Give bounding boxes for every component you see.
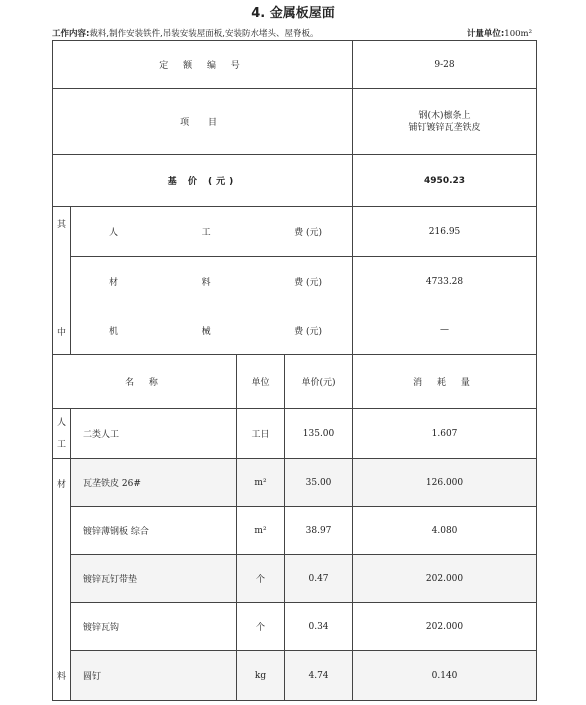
header-price: 单价(元) xyxy=(285,355,353,409)
breakdown-c1: 机 xyxy=(109,326,119,337)
item-row xyxy=(53,89,537,155)
breakdown-c2: 工 xyxy=(201,228,211,238)
material-name: 镀锌瓦钩 xyxy=(71,603,237,651)
material-row xyxy=(53,603,537,651)
item-label: 项 目 xyxy=(53,89,353,155)
quota-code-value: 9-28 xyxy=(353,41,537,89)
material-qty: 126.000 xyxy=(353,459,537,507)
measure-unit-label: 计量单位: xyxy=(466,29,505,39)
material-row xyxy=(53,459,537,507)
breakdown-c2: 械 xyxy=(201,326,211,337)
labor-row xyxy=(53,409,537,459)
breakdown-c1: 人 xyxy=(109,228,119,238)
material-unit: 个 xyxy=(237,603,285,651)
breakdown-row-material xyxy=(53,257,537,307)
material-qty: 202.000 xyxy=(353,555,537,603)
item-line-1: 钢(木)檩条上 xyxy=(418,110,471,121)
material-side-label xyxy=(53,459,71,701)
quota-code-label: 定 额 编 号 xyxy=(53,41,353,89)
material-price: 0.34 xyxy=(285,603,353,651)
material-row xyxy=(53,507,537,555)
labor-side-bottom: 工 xyxy=(56,439,66,450)
breakdown-value: 4733.28 xyxy=(353,257,537,307)
breakdown-c1: 材 xyxy=(109,278,119,289)
breakdown-value: — xyxy=(353,307,537,355)
work-scope-text: 裁料,制作安装铁件,吊装安装屋面板,安装防水堵头、屋脊板。 xyxy=(89,29,319,39)
material-qty: 4.080 xyxy=(353,507,537,555)
material-qty: 0.140 xyxy=(353,651,537,701)
material-unit: kg xyxy=(237,651,285,701)
breakdown-value: 216.95 xyxy=(353,207,537,257)
quota-code-row xyxy=(53,41,537,89)
item-description xyxy=(353,89,537,155)
material-qty: 202.000 xyxy=(353,603,537,651)
material-row xyxy=(53,555,537,603)
material-name: 镀锌薄钢板 综合 xyxy=(71,507,237,555)
breakdown-c3: 费 (元) xyxy=(294,278,323,289)
material-unit: m² xyxy=(237,507,285,555)
page-title: 4. 金属板屋面 xyxy=(251,6,335,21)
base-price-row xyxy=(53,155,537,207)
breakdown-side-label xyxy=(53,207,71,355)
material-price: 35.00 xyxy=(285,459,353,507)
labor-unit: 工日 xyxy=(237,409,285,459)
material-side-bottom: 料 xyxy=(56,672,66,682)
breakdown-item xyxy=(71,207,353,257)
work-scope xyxy=(52,27,319,39)
quota-table xyxy=(52,40,537,701)
breakdown-c3: 费 (元) xyxy=(294,326,323,337)
breakdown-item xyxy=(71,257,353,307)
breakdown-side-top: 其 xyxy=(56,220,66,230)
measure-unit xyxy=(467,27,532,39)
material-price: 4.74 xyxy=(285,651,353,701)
base-price-label: 基 价 (元) xyxy=(53,155,353,207)
item-line-2: 铺钉镀锌瓦垄铁皮 xyxy=(408,122,481,133)
header-name: 名 称 xyxy=(53,355,237,409)
detail-header-row xyxy=(53,355,537,409)
material-name: 镀锌瓦钉带垫 xyxy=(71,555,237,603)
labor-price: 135.00 xyxy=(285,409,353,459)
material-unit: m² xyxy=(237,459,285,507)
material-price: 0.47 xyxy=(285,555,353,603)
breakdown-row-labor xyxy=(53,207,537,257)
material-price: 38.97 xyxy=(285,507,353,555)
material-row xyxy=(53,651,537,701)
header-unit: 单位 xyxy=(237,355,285,409)
labor-side-top: 人 xyxy=(56,417,66,428)
material-name: 圆钉 xyxy=(71,651,237,701)
material-unit: 个 xyxy=(237,555,285,603)
header-consumption: 消 耗 量 xyxy=(353,355,537,409)
breakdown-row-machine xyxy=(53,307,537,355)
work-scope-label: 工作内容: xyxy=(52,29,90,39)
material-side-top: 材 xyxy=(56,480,66,490)
labor-side-label xyxy=(53,409,71,459)
breakdown-side-bottom: 中 xyxy=(56,328,66,338)
labor-qty: 1.607 xyxy=(353,409,537,459)
base-price-value: 4950.23 xyxy=(353,155,537,207)
breakdown-item xyxy=(71,307,353,355)
measure-unit-value: 100m² xyxy=(504,29,532,39)
breakdown-c3: 费 (元) xyxy=(294,228,323,238)
labor-name: 二类人工 xyxy=(71,409,237,459)
breakdown-c2: 料 xyxy=(201,278,211,289)
material-name: 瓦垄铁皮 26# xyxy=(71,459,237,507)
